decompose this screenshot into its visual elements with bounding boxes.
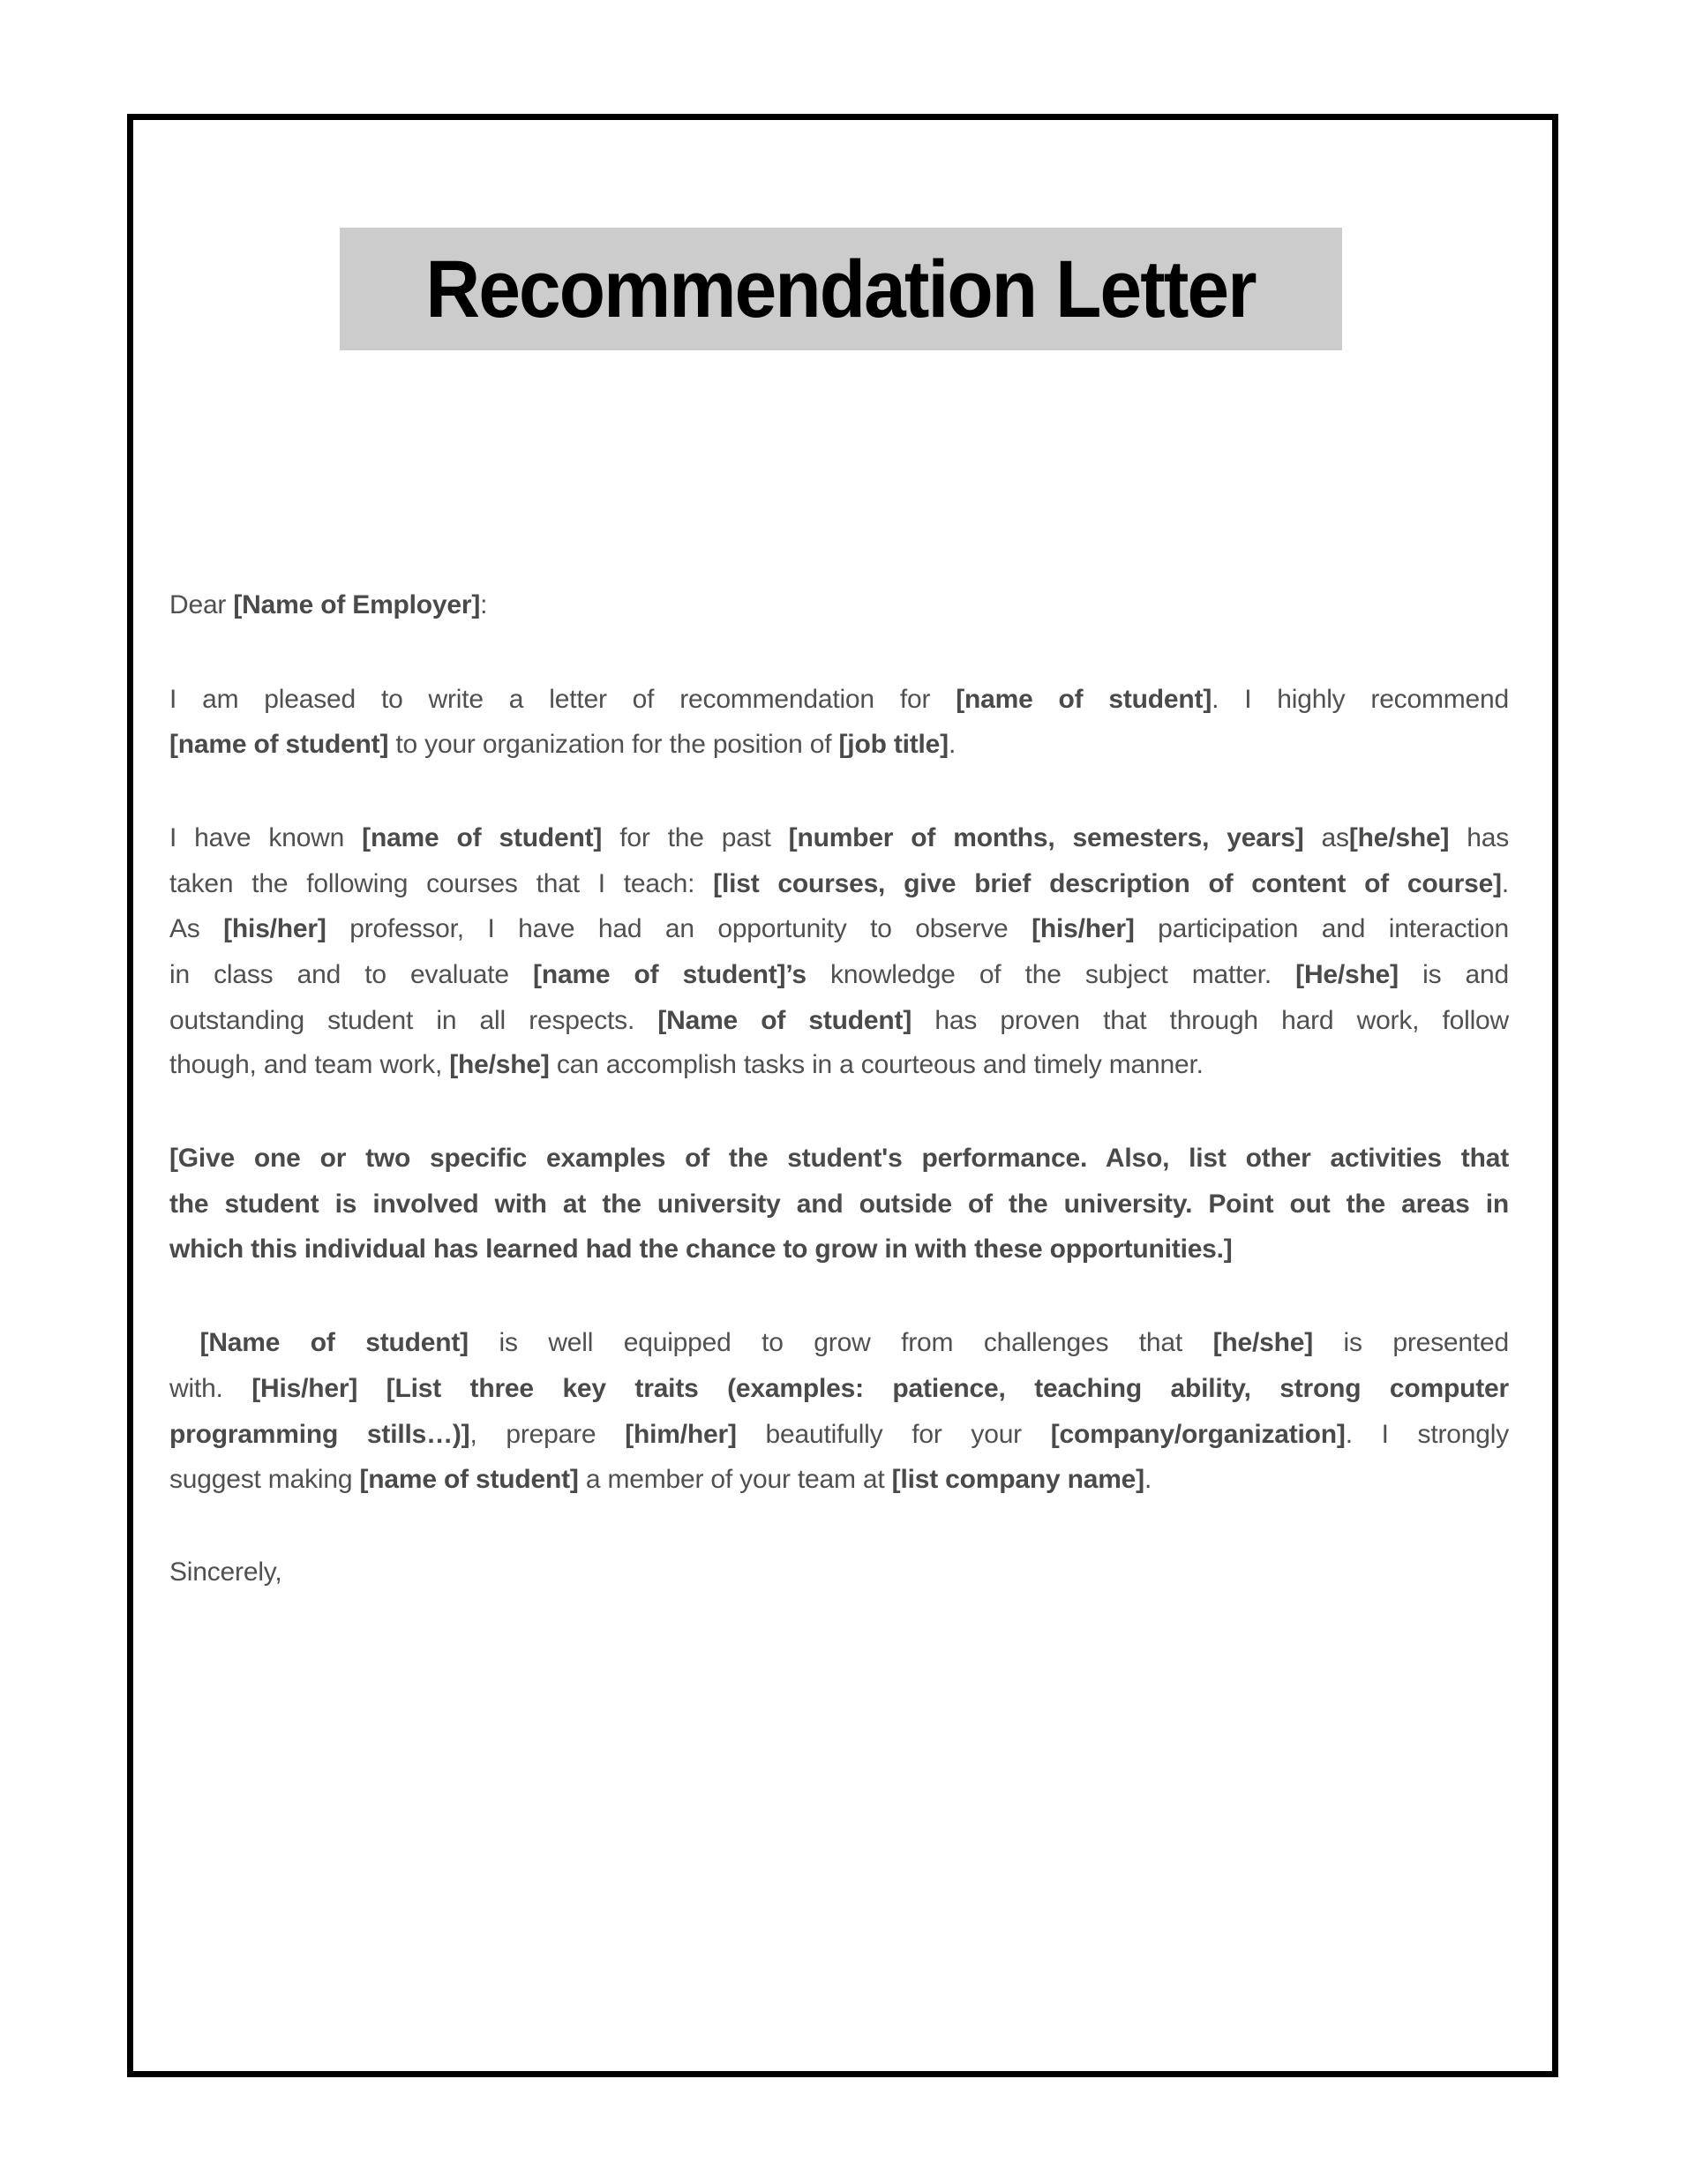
paragraph-2-line-2 [169, 861, 1509, 907]
body-text: as [1303, 823, 1349, 852]
paragraph-2-line-3 [169, 906, 1509, 952]
paragraph-3-line-3 [169, 1227, 1509, 1272]
placeholder-text: [company/organization] [1050, 1420, 1346, 1449]
body-text: a member of your team at [578, 1465, 892, 1494]
body-text: . I highly recommend [1212, 685, 1510, 714]
placeholder-text: [Name of student] [657, 1006, 912, 1035]
body-text: is presented [1313, 1328, 1510, 1357]
body-text: taken the following courses that I teach: [169, 869, 714, 898]
body-text: in class and to evaluate [169, 960, 534, 989]
placeholder-text: [his/her] [1032, 914, 1135, 943]
placeholder-text: [name of student] [169, 730, 389, 759]
paragraph-1-line-1 [169, 677, 1509, 723]
closing-line [169, 1550, 1509, 1595]
page-border [127, 114, 1558, 2077]
body-text: participation and interaction [1134, 914, 1509, 943]
placeholder-text: [his/her] [223, 914, 326, 943]
placeholder-text: [He/she] [1295, 960, 1399, 989]
placeholder-text: which this individual has learned had the chance to grow in with these opportunities.] [169, 1235, 1233, 1264]
body-text: knowledge of the subject matter. [806, 960, 1296, 989]
placeholder-text: [number of months, semesters, years] [788, 823, 1304, 852]
placeholder-text: [Name of student] [199, 1328, 469, 1357]
placeholder-text: [he/she] [1348, 823, 1450, 852]
body-text: to your organization for the position of [388, 730, 839, 759]
paragraph-2-line-4 [169, 952, 1509, 998]
body-text: can accomplish tasks in a courteous and timely manner. [549, 1050, 1204, 1079]
placeholder-text: [Name of Employer] [233, 590, 481, 619]
body-text: . [1501, 869, 1509, 898]
paragraph-4-line-2 [169, 1366, 1509, 1412]
placeholder-text: [name of student] [362, 823, 603, 852]
body-text: is well equipped to grow from challenges that [468, 1328, 1213, 1357]
paragraph-3-line-2 [169, 1182, 1509, 1227]
body-text: has proven that through hard work, follow [912, 1006, 1509, 1035]
body-text: Sincerely, [169, 1557, 282, 1587]
body-text: with. [169, 1374, 252, 1403]
paragraph-2-line-5 [169, 998, 1509, 1044]
paragraph-1-line-2 [169, 722, 1509, 768]
body-text: . [948, 730, 957, 759]
body-text: I am pleased to write a letter of recommendation for [169, 685, 957, 714]
placeholder-text: [he/she] [1212, 1328, 1314, 1357]
body-text [169, 1328, 200, 1357]
body-text [357, 1374, 386, 1403]
body-text: . [1144, 1465, 1152, 1494]
body-text: I have known [169, 823, 363, 852]
body-text: suggest making [169, 1465, 360, 1494]
placeholder-text: [list courses, give brief description of content of course] [713, 869, 1502, 898]
body-text: : [480, 590, 488, 619]
body-text: beautifully for your [736, 1420, 1051, 1449]
paragraph-2-line-1 [169, 815, 1509, 861]
body-text: . I strongly [1345, 1420, 1510, 1449]
placeholder-text: [List three key traits (examples: patience, teaching ability, strong computer [386, 1374, 1509, 1403]
body-text: is and [1398, 960, 1509, 989]
body-text: outstanding student in all respects. [169, 1006, 658, 1035]
placeholder-text: [job title] [838, 730, 949, 759]
paragraph-4-line-1 [169, 1320, 1509, 1366]
page-title: Recommendation Letter [425, 244, 1257, 334]
placeholder-text: [he/she] [449, 1050, 550, 1079]
title-banner [340, 228, 1342, 350]
placeholder-text: [name of student] [359, 1465, 579, 1494]
paragraph-4-line-4 [169, 1457, 1509, 1503]
paragraph-2-line-6 [169, 1042, 1509, 1088]
body-text: professor, I have had an opportunity to observe [326, 914, 1032, 943]
salutation-line [169, 582, 1509, 628]
body-text: has [1449, 823, 1510, 852]
placeholder-text: the student is involved with at the university and outside of the university. Point out the areas in [169, 1190, 1509, 1219]
body-text: Dear [169, 590, 234, 619]
paragraph-3-line-1 [169, 1136, 1509, 1182]
body-text: for the past [602, 823, 789, 852]
body-text: though, and team work, [169, 1050, 450, 1079]
placeholder-text: [name of student] [956, 685, 1212, 714]
placeholder-text: [list company name] [891, 1465, 1144, 1494]
placeholder-text: [him/her] [625, 1420, 737, 1449]
placeholder-text: [His/her] [251, 1374, 358, 1403]
paragraph-4-line-3 [169, 1412, 1509, 1458]
body-text: As [169, 914, 224, 943]
placeholder-text: programming stills…)] [169, 1420, 470, 1449]
placeholder-text: [Give one or two specific examples of the student's performance. Also, list other activities that [169, 1144, 1509, 1173]
placeholder-text: [name of student]’s [533, 960, 806, 989]
body-text: , prepare [469, 1420, 626, 1449]
